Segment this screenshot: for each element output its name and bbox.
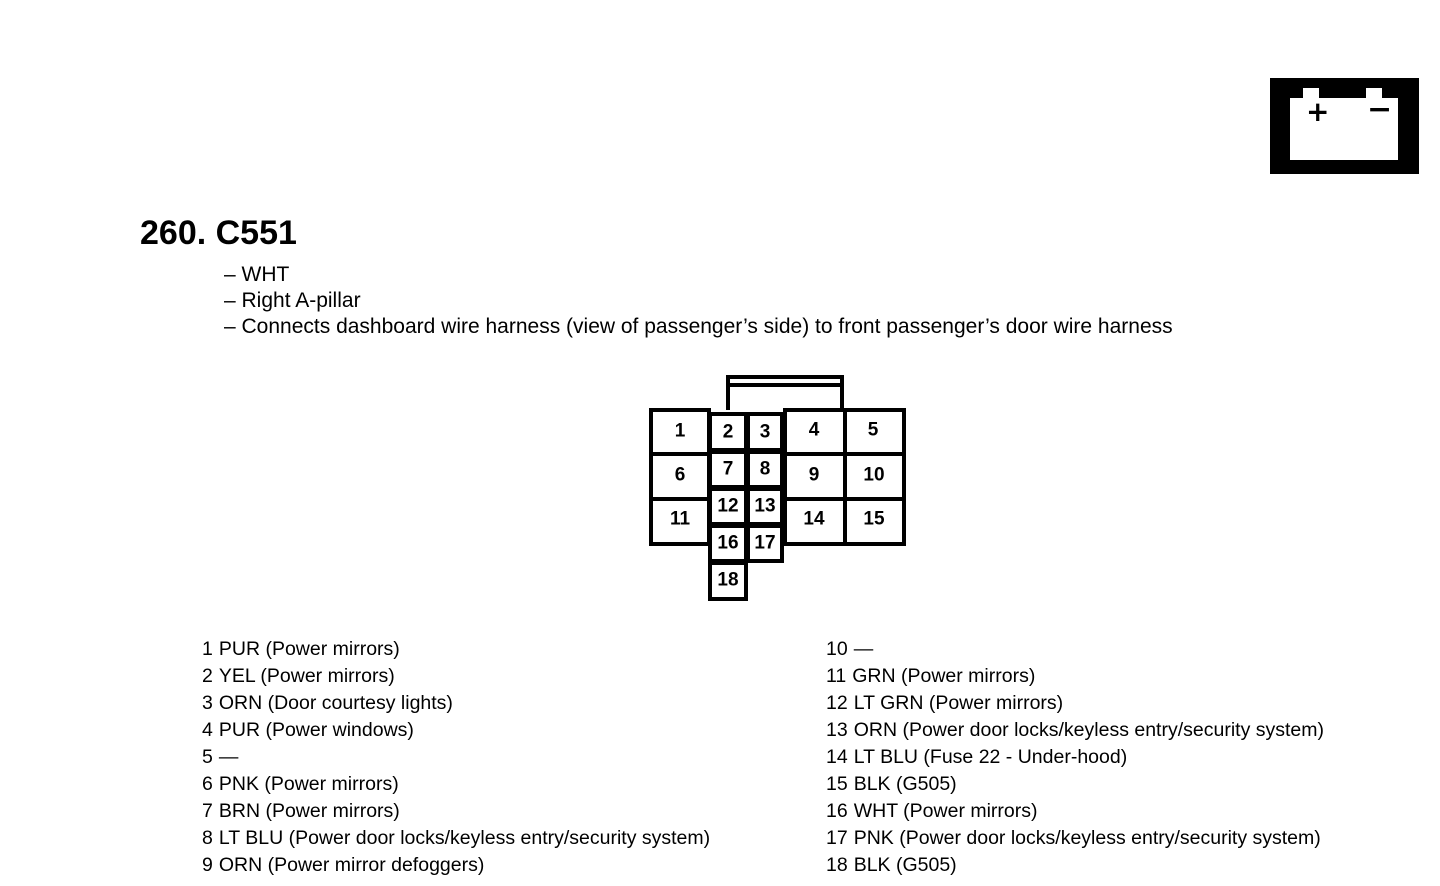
list-item <box>826 744 1324 771</box>
pin-block-left-dividers <box>651 454 709 499</box>
pin-label: 1 <box>674 420 686 442</box>
pin-label: 9 <box>808 464 820 486</box>
pin-number: 14 <box>826 746 848 768</box>
connector-lock-tab <box>728 377 842 410</box>
list-item <box>202 690 710 717</box>
pin-description: LT BLU (Fuse 22 - Under-hood) <box>853 746 1128 768</box>
pin-label: 8 <box>759 458 771 480</box>
pin-label: 11 <box>669 508 691 530</box>
list-item <box>826 771 1324 798</box>
pin-description: BLK (G505) <box>853 773 957 795</box>
list-item <box>202 798 710 825</box>
list-item <box>826 717 1324 744</box>
pin-description: BRN (Power mirrors) <box>218 800 400 822</box>
list-item <box>826 852 1324 879</box>
list-item <box>826 825 1324 852</box>
pin-cell-13 <box>748 489 782 524</box>
pin-description: PNK (Power mirrors) <box>218 773 399 795</box>
pin-number: 3 <box>202 692 213 714</box>
pin-label: 6 <box>674 464 686 486</box>
list-item <box>202 825 710 852</box>
pin-list-left <box>202 636 710 879</box>
pin-description: ORN (Door courtesy lights) <box>218 692 453 714</box>
pin-number: 11 <box>826 665 847 687</box>
pin-description: PUR (Power windows) <box>218 719 414 741</box>
pin-cell-12 <box>710 489 746 524</box>
description-connection: – Connects dashboard wire harness (view of passenger’s side) to front passenger’s door wire harness <box>224 314 1173 340</box>
pin-number: 7 <box>202 800 213 822</box>
list-item <box>826 798 1324 825</box>
pin-number: 12 <box>826 692 848 714</box>
pin-description: BLK (G505) <box>853 854 957 876</box>
pin-description: YEL (Power mirrors) <box>218 665 395 687</box>
list-item <box>826 663 1324 690</box>
description-color: – WHT <box>224 262 1173 288</box>
pin-block-right-dividers <box>785 410 904 544</box>
pin-description: GRN (Power mirrors) <box>852 665 1036 687</box>
pin-description: ORN (Power mirror defoggers) <box>218 854 485 876</box>
pin-number: 17 <box>826 827 848 849</box>
pin-number: 10 <box>826 638 848 660</box>
pin-number: 5 <box>202 746 213 768</box>
pin-label: 5 <box>867 419 879 441</box>
pin-number: 4 <box>202 719 213 741</box>
pin-label: 7 <box>722 458 734 480</box>
pin-description: — <box>853 638 874 660</box>
pin-label: 10 <box>863 464 885 486</box>
pin-label: 3 <box>759 421 771 443</box>
pin-label: 15 <box>863 508 885 530</box>
pin-cell-17 <box>748 526 782 561</box>
list-item <box>202 771 710 798</box>
pin-label: 2 <box>722 421 734 443</box>
pin-description: — <box>218 746 239 768</box>
pin-description: LT BLU (Power door locks/keyless entry/security system) <box>218 827 711 849</box>
pin-cell-2 <box>710 414 746 450</box>
description-location: – Right A-pillar <box>224 288 1173 314</box>
list-item <box>826 690 1324 717</box>
pin-label: 14 <box>803 508 825 530</box>
list-item <box>826 636 1324 663</box>
list-item <box>202 636 710 663</box>
list-item <box>202 744 710 771</box>
pin-label: 12 <box>717 495 739 517</box>
list-item <box>202 852 710 879</box>
pin-label: 16 <box>717 532 739 554</box>
pin-cell-3 <box>748 414 782 450</box>
pin-label: 4 <box>808 419 820 441</box>
pin-block-right <box>785 410 904 544</box>
list-item <box>202 717 710 744</box>
pin-label: 18 <box>717 569 739 591</box>
pin-block-left <box>651 410 709 544</box>
pin-number: 8 <box>202 827 213 849</box>
pin-number: 2 <box>202 665 213 687</box>
pin-number: 18 <box>826 854 848 876</box>
connector-title: 260. C551 <box>140 214 297 252</box>
plus-sign-icon: + <box>1306 95 1330 128</box>
pin-label: 17 <box>754 532 776 554</box>
pin-description: LT GRN (Power mirrors) <box>853 692 1064 714</box>
pin-cell-16 <box>710 526 746 561</box>
pin-label: 13 <box>754 495 776 517</box>
list-item <box>202 663 710 690</box>
minus-sign-icon: − <box>1367 92 1393 127</box>
pin-cell-8 <box>748 452 782 487</box>
pin-number: 1 <box>202 638 213 660</box>
pin-number: 15 <box>826 773 848 795</box>
pin-description: PUR (Power mirrors) <box>218 638 400 660</box>
pin-description: ORN (Power door locks/keyless entry/security system) <box>853 719 1324 741</box>
pin-description: WHT (Power mirrors) <box>853 800 1038 822</box>
pin-cell-7 <box>710 452 746 487</box>
pin-number: 6 <box>202 773 213 795</box>
pin-description: PNK (Power door locks/keyless entry/security system) <box>853 827 1321 849</box>
battery-icon <box>1270 78 1419 174</box>
pin-number: 13 <box>826 719 848 741</box>
pin-number: 16 <box>826 800 848 822</box>
pin-cell-18 <box>710 563 746 599</box>
pin-list-right <box>826 636 1324 879</box>
connector-description <box>224 262 1173 340</box>
pin-number: 9 <box>202 854 213 876</box>
